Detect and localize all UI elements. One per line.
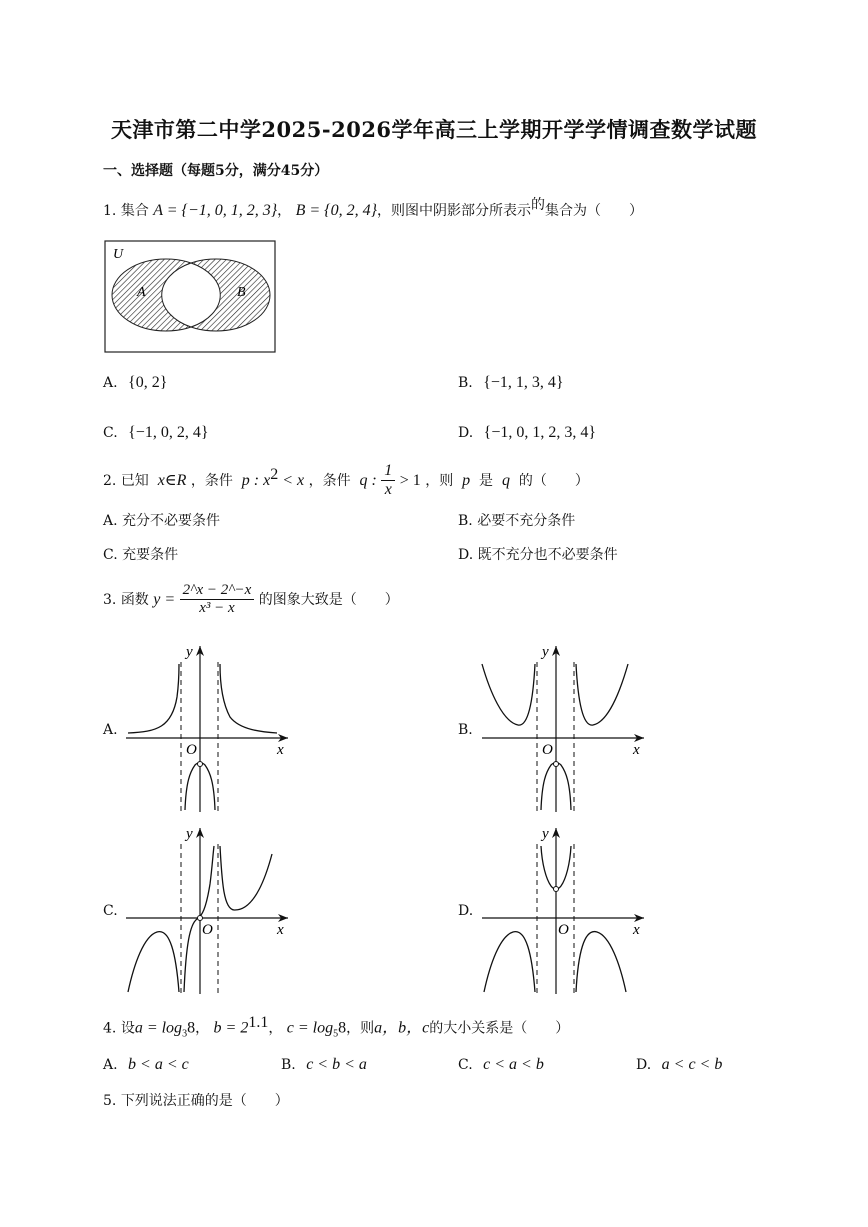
option-label: C. (103, 547, 118, 563)
option-text: 充分不必要条件 (122, 513, 221, 529)
label-b: B (237, 285, 246, 300)
question-text: ，则 (346, 1020, 375, 1037)
question-text: ， (277, 203, 292, 219)
x-axis-label: x (277, 742, 284, 758)
option-c (458, 1056, 544, 1074)
question-text: 已知 (120, 472, 149, 489)
option-text: 必要不充分条件 (477, 513, 576, 529)
option-b (458, 374, 564, 392)
math-expr: b = 2 (213, 1019, 249, 1037)
option-c (103, 544, 178, 564)
option-label: B. (458, 513, 473, 529)
question-text: 的图象大致是（ ） (258, 591, 399, 608)
option-text: {−1, 1, 3, 4} (483, 374, 564, 391)
question-3 (103, 582, 399, 618)
math-expr: 8 (338, 1019, 347, 1037)
math-expr: y = (153, 590, 176, 608)
option-label: D. (458, 547, 474, 563)
option-a (103, 374, 167, 392)
fraction-denominator: x (384, 481, 392, 499)
y-axis-label: y (542, 826, 549, 842)
option-text: a < c < b (661, 1056, 723, 1073)
math-expr: 8 (187, 1019, 196, 1037)
origin-label: O (558, 922, 569, 938)
option-label: A. (103, 1057, 118, 1073)
math-expr: c = log (286, 1019, 334, 1037)
option-text: {0, 2} (128, 374, 168, 391)
x-axis-label: x (633, 922, 640, 938)
question-text: 设 (120, 1020, 135, 1037)
math-expr: a = log (134, 1019, 183, 1037)
question-text: 的大小关系是（ ） (429, 1020, 570, 1037)
option-text: c < b < a (306, 1056, 367, 1073)
question-text: ，条件 (308, 472, 351, 489)
y-axis-label: y (186, 826, 193, 842)
origin-label: O (542, 742, 553, 758)
graph-a (122, 642, 302, 814)
question-text: 是 (479, 472, 494, 489)
y-axis-label: y (542, 644, 549, 660)
option-label: B. (458, 375, 473, 391)
option-label: C. (458, 1057, 473, 1073)
math-subscript: 5 (333, 1028, 339, 1040)
question-text: ，则 (425, 472, 454, 489)
question-text: 集合 (120, 203, 149, 219)
math-expr: p (462, 471, 471, 489)
graph-c (122, 824, 302, 996)
option-b (281, 1056, 367, 1074)
label-u: U (113, 247, 124, 262)
section-heading: 一、选择题（每题5分，满分45分） (103, 163, 329, 179)
graph-label-b: B. (458, 722, 473, 738)
graph-b (478, 642, 658, 814)
question-4: 4. 设$a = \log_38$， $b = 2^{1.1}$， $c = \log_58$，则a，b，c的大小关系是（ ） (103, 1014, 570, 1040)
math-subscript: 3 (182, 1028, 188, 1040)
option-text: {−1, 0, 1, 2, 3, 4} (483, 424, 597, 441)
question-5 (103, 1090, 289, 1110)
fraction-numerator: 1 (381, 462, 395, 481)
math-expr: > 1 (399, 471, 421, 489)
option-d (636, 1056, 722, 1074)
graph-label-c: C. (103, 903, 118, 919)
question-text: 下列说法正确的是（ ） (120, 1093, 289, 1109)
fraction-numerator: 2^x − 2^−x (180, 582, 255, 600)
question-number: 3. (103, 591, 117, 608)
x-axis-label: x (277, 922, 284, 938)
question-text: ，条件 (190, 472, 233, 489)
question-text: 的 (530, 197, 545, 213)
option-label: D. (636, 1057, 652, 1073)
option-a (103, 1056, 189, 1074)
option-d (458, 544, 618, 564)
math-expr: q : (359, 471, 377, 489)
math-expr: x∈R (157, 471, 187, 489)
x-axis-label: x (633, 742, 640, 758)
origin-label: O (186, 742, 197, 758)
option-label: B. (281, 1057, 296, 1073)
math-exponent: 1.1 (248, 1014, 269, 1031)
option-label: D. (458, 425, 474, 441)
question-number: 4. (103, 1020, 117, 1037)
graph-label-a: A. (103, 722, 118, 738)
origin-label: O (202, 922, 213, 938)
option-d (458, 424, 596, 442)
option-text: c < a < b (483, 1056, 544, 1073)
question-text: ，则图中阴影部分所表示 (376, 203, 531, 219)
question-text: 函数 (120, 591, 149, 608)
option-label: C. (103, 425, 118, 441)
math-set-a: A = {−1, 0, 1, 2, 3} (153, 202, 278, 219)
page-title: 天津市第二中学2025-2026学年高三上学期开学学情调查数学试题 (110, 117, 758, 142)
option-a (103, 510, 220, 530)
label-a: A (137, 285, 146, 300)
math-expr: q (501, 471, 510, 489)
math-expr: < x (278, 471, 305, 489)
option-b (458, 510, 575, 530)
option-text: {−1, 0, 2, 4} (128, 424, 209, 441)
y-axis-label: y (186, 644, 193, 660)
question-2 (103, 462, 589, 500)
venn-diagram (104, 240, 278, 355)
fraction-denominator: x³ − x (199, 600, 235, 617)
question-text: 集合为（ ） (544, 203, 643, 219)
question-1 (103, 197, 643, 220)
graph-d (478, 824, 658, 996)
graph-label-d: D. (458, 903, 474, 919)
option-label: A. (103, 375, 118, 391)
math-exponent: 2 (270, 466, 279, 484)
question-number: 2. (103, 472, 117, 489)
math-expr: a，b，c (374, 1019, 430, 1037)
question-number: 1. (103, 203, 117, 219)
option-text: 充要条件 (122, 547, 179, 563)
math-expr: p : x (241, 471, 271, 489)
option-label: A. (103, 513, 118, 529)
math-set-b: B = {0, 2, 4} (295, 202, 377, 219)
option-c (103, 424, 209, 442)
question-text: 的（ ） (518, 472, 589, 489)
question-number: 5. (103, 1093, 117, 1109)
option-text: b < a < c (128, 1056, 189, 1073)
option-text: 既不充分也不必要条件 (477, 547, 618, 563)
